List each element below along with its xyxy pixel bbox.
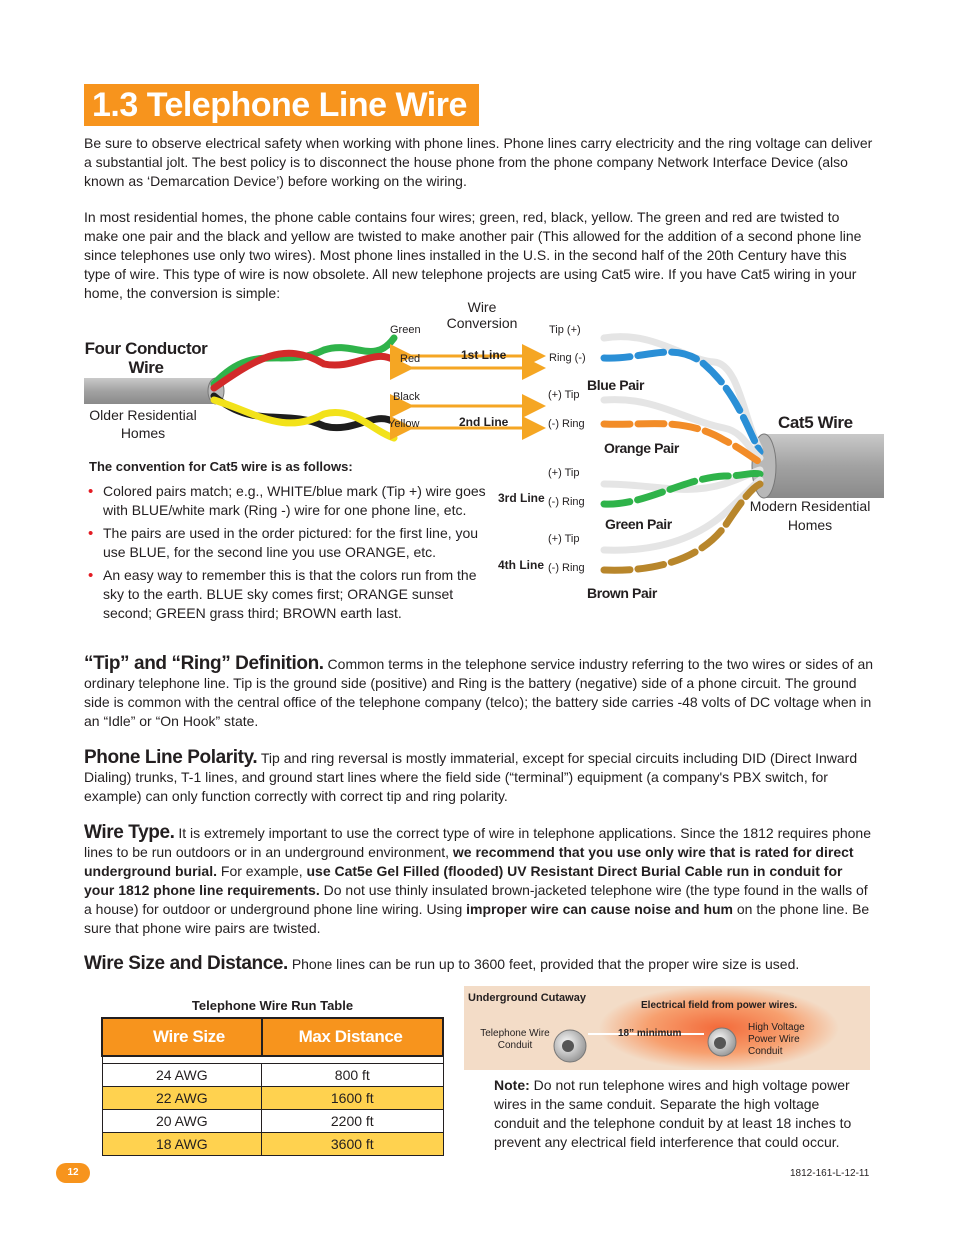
table-cell: 18 AWG — [102, 1133, 262, 1156]
tip-ring-section — [84, 654, 874, 731]
table-row — [102, 1133, 443, 1156]
wire-size-section — [84, 954, 874, 974]
polarity-body: Tip and ring reversal is mostly immaterial, except for special circuits including DID (Direct Inward Dialing) trunks, T-1 lines, and ground start lines where the field side (“terminal”) equipment (a company's PBX switch, for example) can only function correctly with correct tip and ring polarity. — [84, 750, 858, 804]
cutaway-note — [494, 1076, 866, 1152]
tip-label-blue: Tip (+) — [549, 324, 581, 336]
document-code: 1812-161-L-12-11 — [790, 1168, 870, 1179]
wire-size-body: Phone lines can be run up to 3600 feet, provided that the proper wire size is used. — [291, 956, 800, 972]
page-number: 12 — [56, 1163, 90, 1183]
tip-ring-heading: “Tip” and “Ring” Definition. — [84, 653, 324, 674]
ring-label-brown: (-) Ring — [548, 562, 585, 574]
cat5-cable — [752, 434, 884, 498]
orange-pair-label: Orange Pair — [604, 440, 679, 456]
cat5-title: Cat5 Wire — [778, 413, 853, 432]
table-cell: 3600 ft — [262, 1133, 443, 1156]
line-label-1st: 1st Line — [461, 348, 507, 362]
note-body: Do not run telephone wires and high voltage power wires in the same conduit. Separate the high voltage conduit and the telephone conduit by at least 18 inches to prevent any electrical field interference that could occur. — [494, 1077, 852, 1150]
line-label-2nd: 2nd Line — [459, 415, 509, 429]
brown-pair-label: Brown Pair — [587, 585, 657, 601]
polarity-section — [84, 748, 874, 806]
power-conduit-label: High Voltage Power Wire Conduit — [748, 1022, 805, 1057]
wire-type-heading: Wire Type. — [84, 822, 175, 843]
ring-label-green: (-) Ring — [548, 496, 585, 508]
distance-label: 18” minimum — [618, 1028, 682, 1039]
blue-pair-label: Blue Pair — [587, 377, 645, 393]
tip-label-brown: (+) Tip — [548, 533, 580, 545]
table-row — [102, 1064, 443, 1087]
wire-type-text-f: improper wire can cause noise and hum — [466, 901, 733, 917]
wire-label-green: Green — [390, 324, 421, 336]
table-row — [102, 1087, 443, 1110]
wire-size-heading: Wire Size and Distance. — [84, 953, 288, 974]
table-header: Max Distance — [262, 1018, 443, 1056]
table-cell: 20 AWG — [102, 1110, 262, 1133]
table-cell: 22 AWG — [102, 1087, 262, 1110]
wire-type-section — [84, 823, 874, 938]
convention-item: • The pairs are used in the order pictured: for the first line, you use BLUE, for the second line you use ORANGE, etc. — [84, 524, 496, 562]
wire-type-text-a: It is extremely important to use the correct type of wire in telephone applications. Since the 1812 requires phone lines to be run outdoors or in an underground environment, — [84, 825, 872, 860]
wire-type-text-g: on the phone line. Be sure that phone wire pairs are twisted. — [84, 901, 870, 936]
table-row — [102, 1110, 443, 1133]
wire-conversion-label: Wire Conversion — [446, 299, 518, 331]
tip-ring-body: Common terms in the telephone service industry referring to the two wires or sides of an ordinary telephone line. Tip is the ground side (positive) and Ring is the battery (negative) side of a phone circuit. The ground side is common with the central office of the telephone company (telco); the battery side carries -48 volts of DC voltage when in an “Idle” or “On Hook” state. — [84, 656, 874, 729]
wire-label-red: Red — [400, 353, 421, 365]
convention-item: • An easy way to remember this is that the colors run from the sky to the earth. BLUE sky comes first; ORANGE sunset second; GREEN grass third; BROWN earth last. — [84, 566, 496, 623]
wire-type-text-b: we recommend that you use only wire that is rated for direct underground burial. — [84, 844, 854, 879]
table-header: Wire Size — [102, 1018, 262, 1056]
four-conductor-cable — [84, 378, 224, 404]
line-label-3rd: 3rd Line — [498, 491, 545, 505]
wire-run-table — [101, 1017, 444, 1156]
table-cell: 24 AWG — [102, 1064, 262, 1087]
four-conductor-title: Four Conductor Wire — [84, 339, 208, 377]
convention-heading: The convention for Cat5 wire is as follows: — [89, 459, 353, 474]
wire-type-text-e: Do not use thinly insulated brown-jacketed telephone wire (the type found in the walls of a house) for outdoor or underground phone line wiring. Using — [84, 882, 868, 917]
green-pair-label: Green Pair — [605, 516, 672, 532]
telephone-conduit-label: Telephone Wire Conduit — [480, 1028, 550, 1051]
tip-label-orange: (+) Tip — [548, 389, 580, 401]
field-label: Electrical field from power wires. — [641, 1000, 798, 1011]
four-conductor-subtitle: Older Residential Homes — [89, 407, 197, 441]
ring-label-orange: (-) Ring — [548, 418, 585, 430]
tip-label-green: (+) Tip — [548, 467, 580, 479]
table-cell: 800 ft — [262, 1064, 443, 1087]
table-cell: 1600 ft — [262, 1087, 443, 1110]
cat5-subtitle: Modern Residential Homes — [749, 498, 871, 533]
four-conductor-wires — [214, 338, 394, 438]
page-title: 1.3 Telephone Line Wire — [84, 84, 479, 126]
line-label-4th: 4th Line — [498, 558, 545, 572]
wire-label-yellow: Yellow — [388, 418, 420, 430]
run-table-caption: Telephone Wire Run Table — [191, 998, 354, 1013]
wire-label-black: Black — [393, 391, 420, 403]
polarity-heading: Phone Line Polarity. — [84, 747, 258, 768]
note-heading: Note: — [494, 1077, 530, 1093]
wire-type-text-d: use Cat5e Gel Filled (flooded) UV Resistant Direct Burial Cable run in conduit for your 1812 phone line requirements. — [84, 863, 843, 898]
wire-type-text-c: For example, — [220, 863, 303, 879]
convention-list — [84, 482, 496, 627]
intro-paragraph-1: Be sure to observe electrical safety when working with phone lines. Phone lines carry electricity and the ring voltage can deliver a substantial jolt. The best policy is to disconnect the house phone from the phone company Network Interface Device (also known as ‘Demarcation Device’) before working on the wiring. — [84, 135, 873, 189]
underground-cutaway — [464, 986, 870, 1070]
convention-item: • Colored pairs match; e.g., WHITE/blue mark (Tip +) wire goes with BLUE/white mark (Ring -) wire for one phone line, etc. — [84, 482, 496, 520]
intro-paragraph-2: In most residential homes, the phone cable contains four wires; green, red, black, yellow. The green and red are twisted to make one pair and the black and yellow are twisted to make another pair (This allowed for the addition of a second phone line since telephones use only two wires). Most phone lines installed in the U.S. in the second half of the 20th Century have this type of wire. This type of wire is now obsolete. All new telephone projects are using Cat5 wire. If you have Cat5 wiring in your home, the conversion is simple: — [84, 209, 862, 301]
table-cell: 2200 ft — [262, 1110, 443, 1133]
ring-label-blue: Ring (-) — [549, 352, 586, 364]
cutaway-title: Underground Cutaway — [468, 992, 586, 1004]
